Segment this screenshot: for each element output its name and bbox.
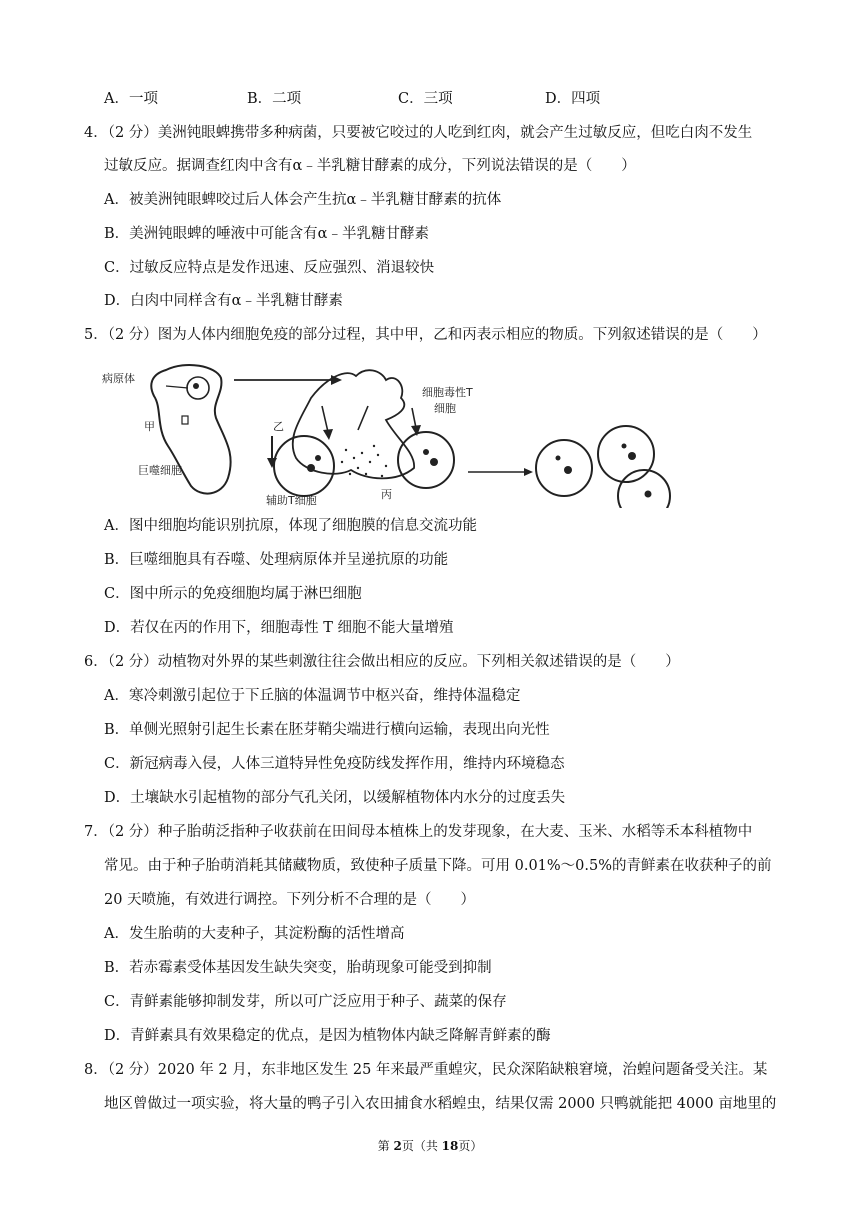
q7-stem-line1: 7．（2 分）种子胎萌泛指种子收获前在田间母本植株上的发芽现象，在大麦、玉米、水稻等禾本科植物中 [84, 824, 753, 840]
q7-option-b: B．若赤霉素受体基因发生缺失突变，胎萌现象可能受到抑制 [104, 960, 492, 976]
footer-mid: 页（共 [401, 1139, 442, 1153]
cytotoxic-t-cell [398, 432, 454, 488]
label-cytotoxic-t-1: 细胞毒性T [422, 386, 473, 399]
q5-option-c: C．图中所示的免疫细胞均属于淋巴细胞 [104, 586, 362, 602]
cell-immunity-figure [96, 358, 696, 508]
footer-total-pages: 18 [441, 1139, 459, 1153]
q3-option-b: B．二项 [247, 91, 302, 107]
footer-suffix: 页） [458, 1139, 483, 1153]
q3-option-c: C．三项 [398, 91, 453, 107]
q7-option-c: C．青鲜素能够抑制发芽，所以可广泛应用于种子、蔬菜的保存 [104, 994, 507, 1010]
result-cell-1 [536, 440, 592, 496]
q6-option-a: A．寒冷刺激引起位于下丘脑的体温调节中枢兴奋，维持体温稳定 [104, 688, 521, 704]
q7-option-a: A．发生胎萌的大麦种子，其淀粉酶的活性增高 [104, 926, 405, 942]
label-pathogen: 病原体 [102, 372, 135, 385]
q7-stem-line3: 20 天喷施，有效进行调控。下列分析不合理的是（ ） [104, 892, 476, 908]
q8-stem-line1: 8．（2 分）2020 年 2 月，东非地区发生 25 年来最严重蝗灾，民众深陷缺粮窘境，治蝗问题备受关注。某 [84, 1062, 768, 1078]
q4-option-d: D．白肉中同样含有α﹣半乳糖甘酵素 [104, 293, 343, 309]
q3-option-a: A．一项 [104, 91, 158, 107]
q5-option-d: D．若仅在丙的作用下，细胞毒性 T 细胞不能大量增殖 [104, 620, 454, 636]
q8-stem-line2: 地区曾做过一项实验，将大量的鸭子引入农田捕食水稻蝗虫，结果仅需 2000 只鸭就能把 4000 亩地里的 [104, 1096, 777, 1112]
q6-option-d: D．土壤缺水引起植物的部分气孔关闭，以缓解植物体内水分的过度丢失 [104, 790, 566, 806]
helper-t-cell-blob [293, 370, 414, 478]
label-helper-t: 辅助T细胞 [266, 494, 317, 507]
label-macrophage: 巨噬细胞 [138, 464, 182, 477]
label-bing: 丙 [381, 488, 392, 501]
q4-option-b: B．美洲钝眼蜱的唾液中可能含有α﹣半乳糖甘酵素 [104, 226, 429, 242]
label-yi: 乙 [273, 420, 284, 433]
q6-stem: 6．（2 分）动植物对外界的某些刺激往往会做出相应的反应。下列相关叙述错误的是（ ） [84, 654, 680, 670]
q5-option-b: B．巨噬细胞具有吞噬、处理病原体并呈递抗原的功能 [104, 552, 449, 568]
label-cytotoxic-t-2: 细胞 [434, 402, 456, 415]
q5-stem: 5．（2 分）图为人体内细胞免疫的部分过程，其中甲，乙和丙表示相应的物质。下列叙述错误的是（ ） [84, 327, 767, 343]
q4-option-c: C．过敏反应特点是发作迅速、反应强烈、消退较快 [104, 260, 435, 276]
q4-option-a: A．被美洲钝眼蜱咬过后人体会产生抗α﹣半乳糖甘酵素的抗体 [104, 192, 502, 208]
result-cell-2 [598, 426, 654, 482]
q6-option-b: B．单侧光照射引起生长素在胚芽鞘尖端进行横向运输，表现出向光性 [104, 722, 550, 738]
q6-option-c: C．新冠病毒入侵，人体三道特异性免疫防线发挥作用，维持内环境稳态 [104, 756, 565, 772]
q4-stem-line1: 4．（2 分）美洲钝眼蜱携带多种病菌，只要被它咬过的人吃到红肉，就会产生过敏反应，但吃白肉不发生 [84, 125, 753, 141]
q3-options [0, 89, 860, 109]
q5-option-a: A．图中细胞均能识别抗原，体现了细胞膜的信息交流功能 [104, 518, 477, 534]
q4-stem-line2: 过敏反应。据调查红肉中含有α﹣半乳糖甘酵素的成分，下列说法错误的是（ ） [104, 158, 636, 174]
label-jia: 甲 [144, 420, 155, 433]
q7-option-d: D．青鲜素具有效果稳定的优点，是因为植物体内缺乏降解青鲜素的酶 [104, 1028, 551, 1044]
footer-prefix: 第 [377, 1139, 394, 1153]
page-footer [0, 1137, 860, 1154]
footer-page-number: 2 [393, 1139, 402, 1153]
q7-stem-line2: 常见。由于种子胎萌消耗其储藏物质，致使种子质量下降。可用 0.01%～0.5%的青鲜素在收获种子的前 [104, 858, 772, 874]
q3-option-d: D．四项 [545, 91, 601, 107]
